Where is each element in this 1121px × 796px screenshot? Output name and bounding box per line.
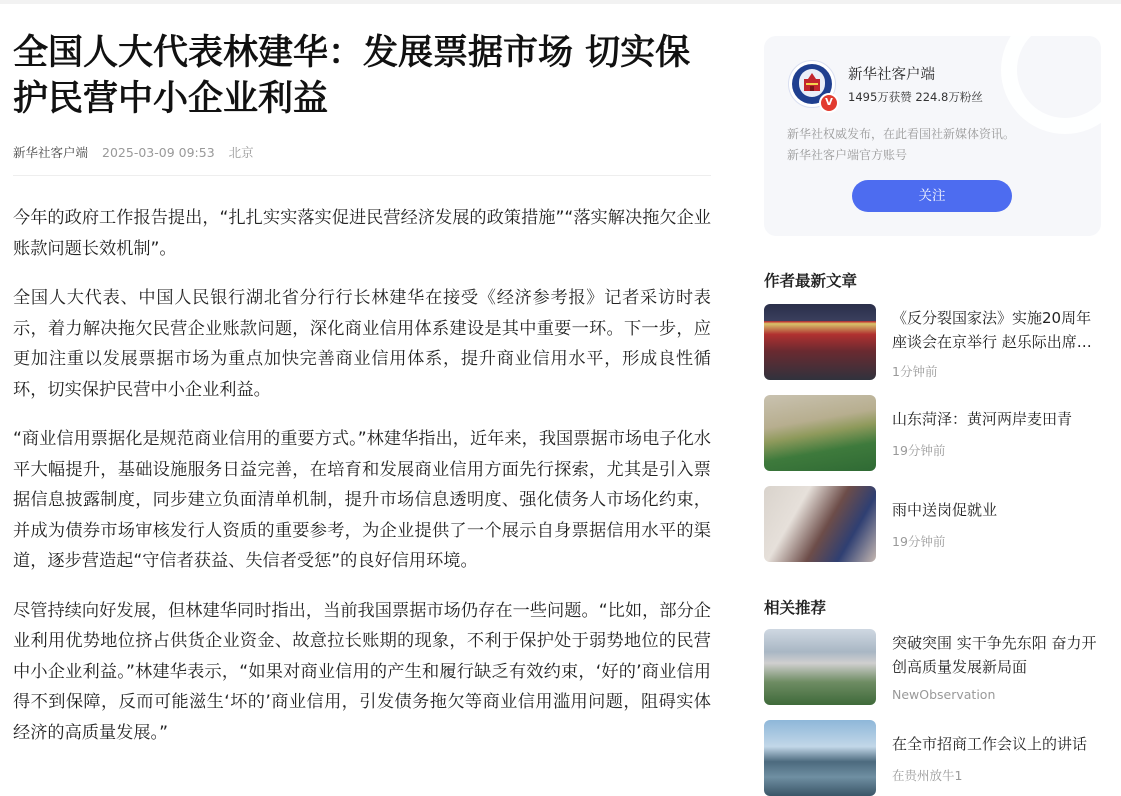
author-stats: 1495万获赞 224.8万粉丝 — [848, 90, 983, 104]
article-paragraph: 全国人大代表、中国人民银行湖北省分行行长林建华在接受《经济参考报》记者采访时表示，着力解决拖欠民营企业账款问题，深化商业信用体系建设是其中重要一环。下一步，应更加注重以发展票据市场为重点加快完善商业信用体系，提升商业信用水平，形成良性循环，切实保护民营中小企业利益。 — [13, 288, 711, 400]
card-decoration — [1001, 36, 1101, 134]
item-title[interactable]: 山东菏泽：黄河两岸麦田青 — [892, 410, 1073, 428]
list-item[interactable] — [764, 395, 1101, 471]
item-title[interactable]: 雨中送岗促就业 — [892, 501, 998, 519]
section-title-latest: 作者最新文章 — [764, 272, 858, 290]
section-title-related: 相关推荐 — [764, 599, 827, 617]
item-time: 19分钟前 — [892, 534, 946, 549]
list-item[interactable] — [764, 486, 1101, 562]
article-title: 全国人大代表林建华：发展票据市场 切实保护民营中小企业利益 — [13, 33, 691, 119]
item-title[interactable]: 在全市招商工作会议上的讲话 — [892, 735, 1088, 753]
top-bar — [0, 0, 1121, 4]
sidebar — [764, 36, 1101, 783]
item-time: 1分钟前 — [892, 364, 938, 379]
item-title[interactable]: 《反分裂国家法》实施20周年座谈会在京举行 赵乐际出席并 — [892, 309, 1092, 351]
author-name[interactable]: 新华社客户端 — [848, 67, 935, 83]
related-articles — [764, 596, 1101, 783]
article-paragraph: “商业信用票据化是规范商业信用的重要方式。”林建华指出，近年来，我国票据市场电子化水平大幅提升，基础设施服务日益完善，在培育和发展商业信用方面先行探索，尤其是引入票据信息披露制度，同步建立负面清单机制，提升市场信息透明度、强化债务人市场化约束，并成为债券市场审核发行人资质的重要参考，为企业提供了一个展示自身票据信用水平的渠道，逐步营造起“守信者获益、失信者受惩”的良好信用环境。 — [13, 429, 711, 571]
item-time: 19分钟前 — [892, 443, 946, 458]
author-desc-line: 新华社权威发布，在此看国社新媒体资讯。 — [787, 127, 1016, 141]
author-desc-line: 新华社客户端官方账号 — [787, 148, 908, 162]
thumbnail-image[interactable] — [764, 395, 876, 471]
article-paragraph: 今年的政府工作报告提出，“扎扎实实落实促进民营经济发展的政策措施”“落实解决拖欠企业账款问题长效机制”。 — [13, 208, 711, 259]
follow-button[interactable]: 关注 — [852, 180, 1012, 212]
list-item[interactable] — [764, 304, 1101, 380]
thumbnail-image[interactable] — [764, 720, 876, 796]
xinhua-logo-icon — [799, 69, 825, 97]
author-description — [787, 124, 1087, 166]
item-title[interactable]: 突破突围 实干争先东阳 奋力开创高质量发展新局面 — [892, 634, 1097, 676]
article-paragraph: 尽管持续向好发展，但林建华同时指出，当前我国票据市场仍存在一些问题。“比如，部分企业利用优势地位挤占供货企业资金、故意拉长账期的现象，不利于保护处于弱势地位的民营中小企业利益。”林建华表示，“如果对商业信用的产生和履行缺乏有效约束，‘好的’商业信用得不到保障，反而可能滋生‘坏的’商业信用，引发债务拖欠等商业信用滥用问题，阻碍实体经济的高质量发展。” — [13, 600, 711, 743]
item-source: 在贵州放牛1 — [892, 768, 963, 783]
article-location: 北京 — [228, 145, 254, 160]
list-item[interactable] — [764, 629, 1101, 705]
thumbnail-image[interactable] — [764, 486, 876, 562]
article — [13, 30, 711, 748]
author-card — [764, 36, 1101, 236]
verified-badge-icon: V — [819, 93, 839, 113]
thumbnail-image[interactable] — [764, 629, 876, 705]
thumbnail-image[interactable] — [764, 304, 876, 380]
list-item[interactable] — [764, 720, 1101, 796]
article-source[interactable]: 新华社客户端 — [13, 145, 89, 160]
article-body — [13, 203, 711, 748]
latest-articles — [764, 269, 1101, 549]
article-time: 2025-03-09 09:53 — [102, 144, 215, 160]
article-meta — [13, 143, 711, 176]
item-source: NewObservation — [892, 687, 996, 702]
